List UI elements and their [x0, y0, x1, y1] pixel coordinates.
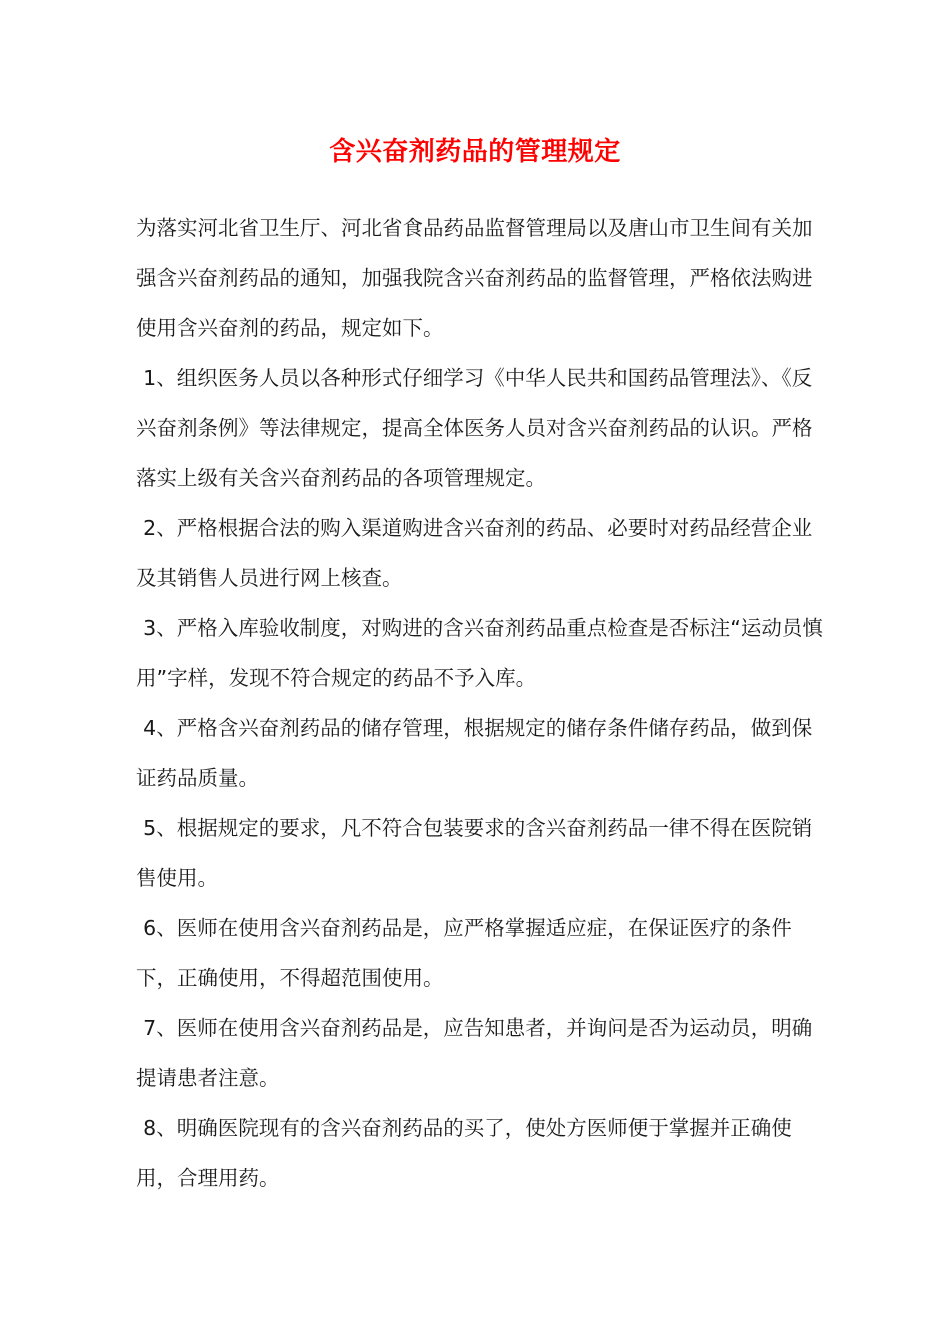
rule-item-7: 7、医师在使用含兴奋剂药品是，应告知患者，并询问是否为运动员，明确提请患者注意。: [136, 1016, 813, 1090]
rule-item-3: 3、严格入库验收制度，对购进的含兴奋剂药品重点检查是否标注“运动员慎用”字样，发现不符合规定的药品不予入库。: [136, 616, 823, 690]
rule-item-6: 6、医师在使用含兴奋剂药品是，应严格掌握适应症，在保证医疗的条件下，正确使用，不得超范围使用。: [136, 916, 792, 990]
rule-item-4: 4、严格含兴奋剂药品的储存管理，根据规定的储存条件储存药品，做到保证药品质量。: [136, 716, 813, 790]
intro-paragraph: 为落实河北省卫生厅、河北省食品药品监督管理局以及唐山市卫生间有关加强含兴奋剂药品的通知，加强我院含兴奋剂药品的监督管理，严格依法购进使用含兴奋剂的药品，规定如下。: [136, 216, 813, 340]
rule-item-2: 2、严格根据合法的购入渠道购进含兴奋剂的药品、必要时对药品经营企业及其销售人员进行网上核查。: [136, 516, 813, 590]
document-body: [136, 203, 826, 1203]
document-title: 含兴奋剂药品的管理规定: [329, 137, 621, 167]
rule-item-8: 8、明确医院现有的含兴奋剂药品的买了，使处方医师便于掌握并正确使用，合理用药。: [136, 1116, 792, 1190]
rule-item-1: 1、组织医务人员以各种形式仔细学习《中华人民共和国药品管理法》、《反兴奋剂条例》等法律规定，提高全体医务人员对含兴奋剂药品的认识。严格落实上级有关含兴奋剂药品的各项管理规定。: [136, 366, 813, 490]
rule-item-5: 5、根据规定的要求，凡不符合包装要求的含兴奋剂药品一律不得在医院销售使用。: [136, 816, 813, 890]
